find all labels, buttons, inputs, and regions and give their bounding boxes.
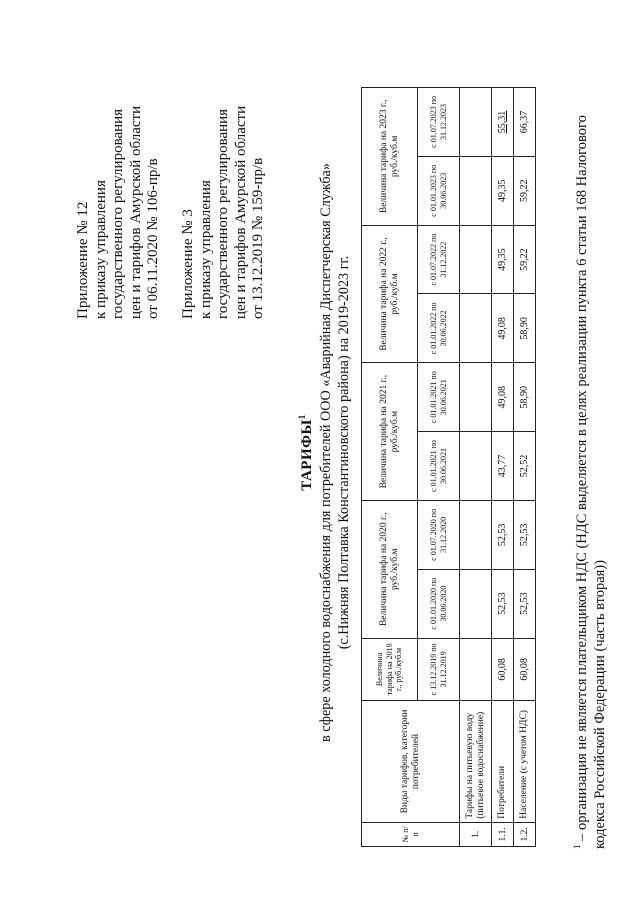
footnote-line2: кодекса Российской Федерации (часть вторая)): [591, 560, 608, 849]
header-2022: Величина тарифа на 2022 г., руб./куб.м: [362, 225, 418, 363]
table-row: [514, 88, 536, 847]
value-cell: 60,08: [492, 638, 514, 701]
appendix-3-line3: государственного регулирования: [215, 108, 231, 319]
footnote-line1: [568, 115, 591, 849]
value-cell: 43,77: [492, 432, 514, 501]
subtitle-line1: в сфере холодного водоснабжения для потребителей ООО «Аварийная Диспетчерская Служба»: [318, 163, 334, 742]
footnote-text1: – организация не является плательщиком НДС (НДС выделяется в целях реализации пункта 6 статьи 168 Налогового: [573, 115, 590, 845]
value-cell: 52,52: [514, 432, 536, 501]
value-cell: 58,90: [514, 363, 536, 432]
header-2019: Величина тарифа на 2019 г., руб./куб.м: [362, 638, 418, 701]
value-cell: 52,53: [514, 500, 536, 569]
title-footnote-mark: 1: [297, 414, 307, 420]
document-title: [297, 0, 316, 905]
footnote-mark: 1: [572, 844, 582, 849]
header-tariff-kind: Виды тарифов, категории потребителей: [362, 701, 460, 822]
row-number: 1.2.: [514, 822, 536, 846]
header-2021: Величина тарифа на 2021 г., руб./куб.м: [362, 363, 418, 501]
value-cell: 52,53: [492, 500, 514, 569]
period-2023-h2: с 01.07.2023 по 31.12.2023: [418, 88, 460, 157]
title-text: ТАРИФЫ: [299, 419, 315, 491]
row-category: Население (с учетом НДС): [514, 701, 536, 822]
footnote: [568, 115, 609, 849]
subtitle-line2: (с.Нижняя Полтавка Константиновского района) на 2019-2023 гг.: [336, 255, 352, 650]
value-cell: 52,53: [492, 569, 514, 638]
appendix-12-line1: Приложение № 12: [75, 201, 91, 319]
header-2023: Величина тарифа на 2023 г., руб./куб.м: [362, 88, 418, 226]
period-2022-h2: с 01.07.2022 по 31.12.2022: [418, 225, 460, 294]
value-cell: 49,35: [492, 156, 514, 225]
tariff-table: [361, 87, 536, 847]
period-2022-h1: с 01.01.2022 по 30.06.2022: [418, 294, 460, 363]
header-number: № п/п: [362, 822, 460, 846]
value-cell: 66,37: [514, 88, 536, 157]
appendix-3-line4: цен и тарифов Амурской области: [232, 105, 249, 319]
table-row: [460, 88, 492, 847]
value-cell: 49,08: [492, 294, 514, 363]
value-cell: 49,35: [492, 225, 514, 294]
period-2019: с 13.12.2019 по 31.12.2019: [418, 638, 460, 701]
row-number: 1.: [460, 822, 492, 846]
table-row: [492, 88, 514, 847]
row-number: 1.1.: [492, 822, 514, 846]
value-cell: 60,08: [514, 638, 536, 701]
period-2021-h1: с 01.01.2021 по 30.06.2021: [418, 432, 460, 501]
appendix-3-line2: к приказу управления: [197, 180, 214, 319]
period-2020-h1: с 01.01.2020 по 30.06.2020: [418, 569, 460, 638]
appendix-12-block: [75, 106, 163, 319]
value-cell: 49,08: [492, 363, 514, 432]
appendix-12-line3: государственного регулирования: [110, 108, 126, 319]
value-cell: 59,22: [514, 225, 536, 294]
appendix-3-line1: Приложение № 3: [180, 209, 196, 319]
value-cell: 59,22: [514, 156, 536, 225]
appendix-12-line2: к приказу управления: [92, 180, 109, 319]
value-cell: 52,53: [514, 569, 536, 638]
row-category: Потребители: [492, 701, 514, 822]
period-2021-h2: с 01.01.2021 по 30.06.2021: [418, 363, 460, 432]
appendix-3-block: [180, 106, 268, 319]
value-cell: 55,31: [492, 88, 514, 157]
period-2020-h2: с 01.07.2020 по 31.12.2020: [418, 500, 460, 569]
period-2023-h1: с 01.01.2023 по 30.06.2023: [418, 156, 460, 225]
row-category: Тарифы на питьевую воду (питьевое водоснабжение): [460, 701, 492, 822]
appendix-12-line5: от 06.11.2020 № 106-пр/в: [145, 158, 161, 319]
appendix-3-line5: от 13.12.2019 № 159-пр/в: [250, 157, 266, 319]
header-2020: Величина тарифа на 2020 г., руб./куб.м: [362, 500, 418, 638]
value-cell: 58,90: [514, 294, 536, 363]
appendix-12-line4: цен и тарифов Амурской области: [127, 105, 144, 319]
